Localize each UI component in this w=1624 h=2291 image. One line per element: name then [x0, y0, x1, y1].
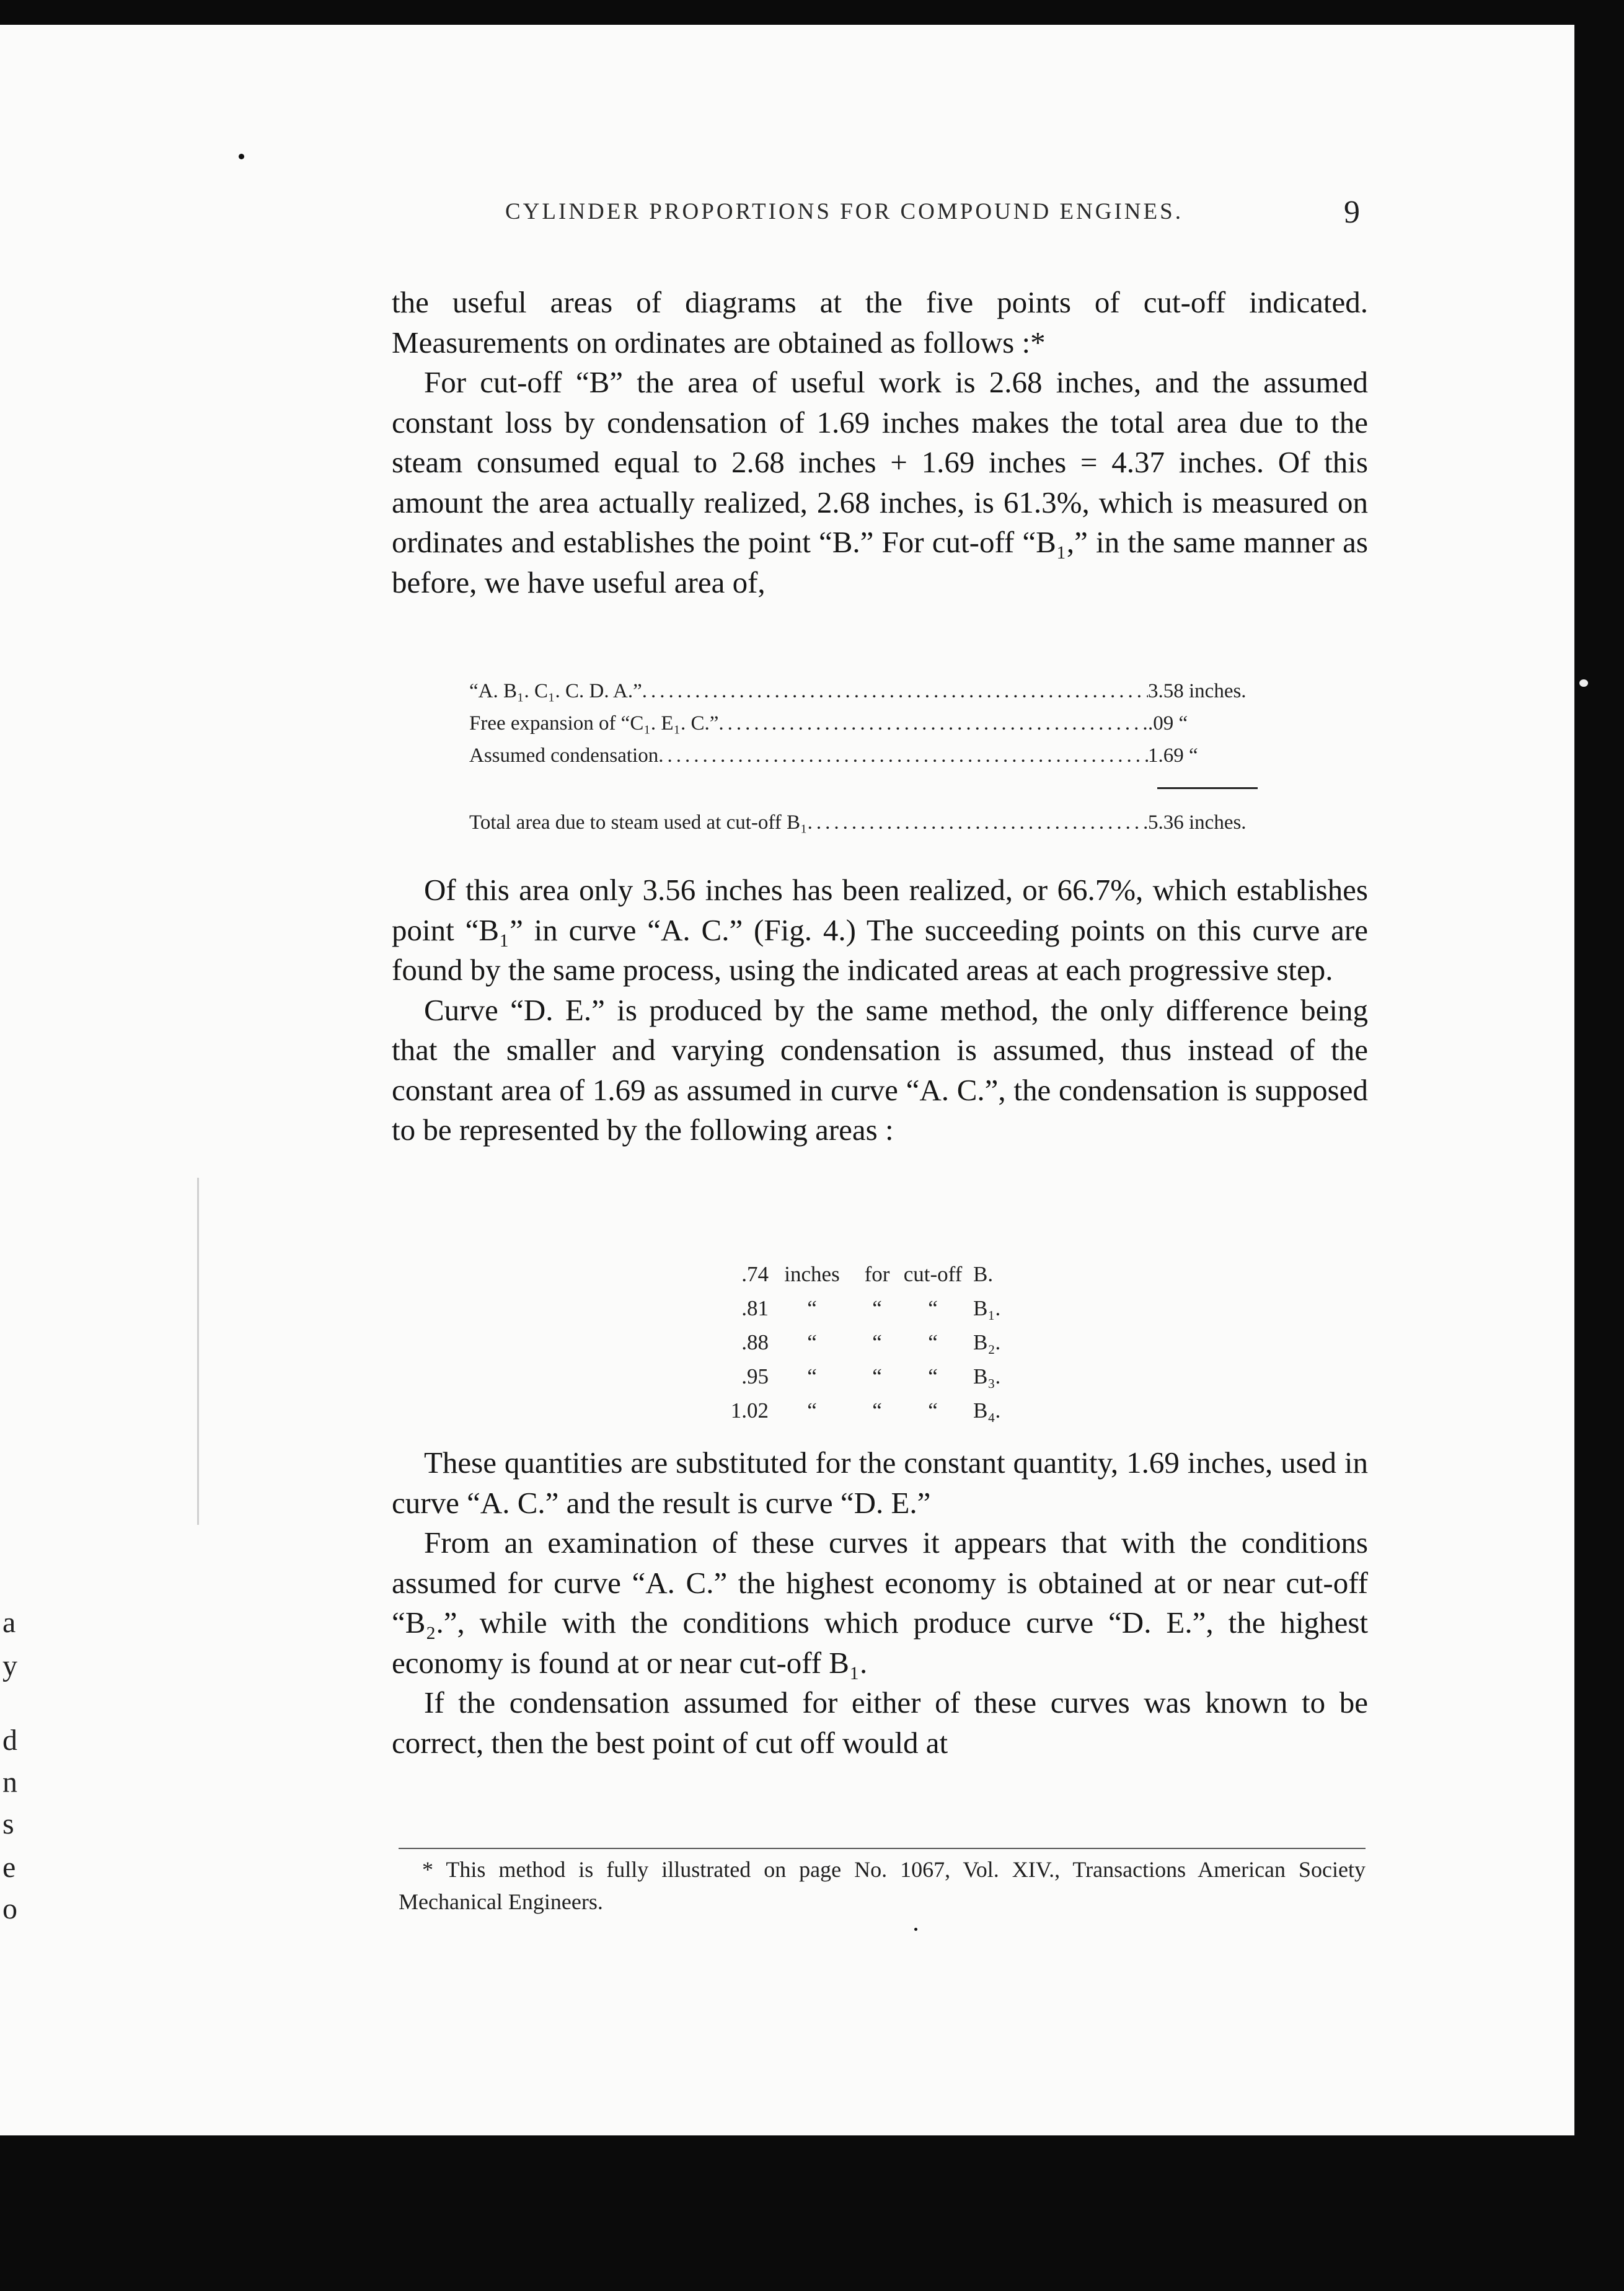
paragraph: Of this area only 3.56 inches has been realized, or 66.7%, which establishes point “B₁” in curve “A. C.” (Fig. 4.) The succeeding points on this curve are found by the same process, using the indicated areas at each progressive step. [392, 873, 1368, 987]
margin-fragment: s [2, 1808, 14, 1840]
ledger-total [469, 806, 1287, 839]
table-cell: “ [872, 1296, 882, 1320]
ledger-total-label: Total area due to steam used at cut-off B₁ [469, 811, 808, 834]
footnote-rule [399, 1848, 1366, 1849]
margin-fragment: n [2, 1766, 17, 1799]
table-cell: “ [928, 1398, 938, 1423]
table-cell: B₁. [973, 1296, 1001, 1320]
table-row [704, 1257, 1041, 1291]
table-cell: “ [872, 1330, 882, 1354]
leader-dots [808, 806, 1148, 839]
table-cell: .81 [741, 1296, 769, 1320]
ledger-row [469, 675, 1287, 707]
table-cell: B₃. [973, 1364, 1001, 1388]
table-cell: “ [928, 1364, 938, 1388]
margin-fragment: o [2, 1892, 17, 1925]
ledger-row [469, 739, 1287, 772]
scan-margin-line [197, 1178, 199, 1525]
paragraph: For cut-off “B” the area of useful work is 2.68 inches, and the assumed constant loss by condensation of 1.69 inches makes the total area due to the steam consumed equal to 2.68 inches + 1.69 inches = 4.37 inches. Of this amount the area actually realized, 2.68 inches, is 61.3%, which is measured on ordinates and establishes the point “B.” For cut-off “B₁,” in the same manner as before, we have useful area of, [392, 365, 1368, 599]
table-cell: “ [807, 1296, 817, 1320]
text-block-top [392, 283, 1368, 603]
table-row [704, 1393, 1041, 1428]
table-cell: .95 [741, 1364, 769, 1388]
paragraph: From an examination of these curves it appears that with the conditions assumed for curve “A. C.” the highest economy is obtained at or near cut-off “B₂.”, while with the conditions which produce curve “D. E.”, the highest economy is found at or near cut-off B₁. [392, 1525, 1368, 1680]
table-cell: .74 [741, 1262, 769, 1286]
ledger-total-value: 5.36 inches. [1148, 811, 1247, 834]
condensation-table [704, 1257, 1041, 1428]
scan-speck [239, 154, 244, 159]
table-cell: “ [872, 1398, 882, 1423]
footnote-text: * This method is fully illustrated on page No. 1067, Vol. XIV., Transactions American Society Mechanical Engineers. [399, 1857, 1366, 1914]
paragraph: These quantities are substituted for the constant quantity, 1.69 inches, used in curve “A. C.” and the result is curve “D. E.” [392, 1446, 1368, 1520]
table-cell: inches [784, 1262, 840, 1286]
ledger-label: Free expansion of “C₁. E₁. C.” [469, 712, 719, 735]
ledger-value: .09 “ [1148, 712, 1188, 735]
margin-fragment: a [2, 1606, 16, 1639]
table-row [704, 1325, 1041, 1359]
text-block-middle [392, 870, 1368, 1150]
table-cell: .88 [741, 1330, 769, 1354]
table-cell: “ [807, 1398, 817, 1423]
table-cell: “ [807, 1364, 817, 1388]
leader-dots [642, 675, 1148, 707]
table-row [704, 1359, 1041, 1393]
page-number: 9 [1344, 195, 1360, 230]
table-cell: “ [807, 1330, 817, 1354]
ledger-label: “A. B₁. C₁. C. D. A.” [469, 680, 642, 702]
table-cell: cut-off [903, 1262, 963, 1286]
scan-speck [1579, 679, 1588, 687]
scan-speck [914, 1928, 917, 1931]
table-cell: “ [928, 1296, 938, 1320]
text-block-bottom [392, 1443, 1368, 1763]
ledger-row [469, 707, 1287, 739]
table-cell: B. [973, 1262, 994, 1286]
paragraph: Curve “D. E.” is produced by the same method, the only difference being that the smaller and varying condensation is assumed, thus instead of the constant area of 1.69 as assumed in curve “A. C.”, the condensation is supposed to be represented by the following areas : [392, 992, 1368, 1147]
table-row [704, 1291, 1041, 1325]
leader-dots [658, 739, 1148, 772]
margin-fragment: d [2, 1724, 17, 1757]
ledger-label: Assumed condensation [469, 744, 659, 767]
table-cell: B₂. [973, 1330, 1001, 1354]
footnote [399, 1853, 1366, 1918]
leader-dots [718, 707, 1148, 739]
running-header: CYLINDER PROPORTIONS FOR COMPOUND ENGINES. [505, 199, 1183, 224]
area-ledger [469, 675, 1287, 772]
sum-rule [1157, 787, 1258, 789]
table-cell: B₄. [973, 1398, 1001, 1423]
paragraph: the useful areas of diagrams at the five points of cut-off indicated. Measurements on ordinates are obtained as follows :* [392, 285, 1368, 360]
margin-fragment: y [2, 1649, 17, 1682]
ledger-value: 1.69 “ [1148, 744, 1198, 767]
table-cell: for [864, 1262, 890, 1286]
margin-fragment: e [2, 1851, 16, 1884]
ledger-value: 3.58 inches. [1148, 680, 1247, 702]
paragraph: If the condensation assumed for either of these curves was known to be correct, then the best point of cut off would at [392, 1685, 1368, 1760]
table-cell: “ [872, 1364, 882, 1388]
table-cell: 1.02 [730, 1398, 769, 1423]
table-cell: “ [928, 1330, 938, 1354]
ledger-total-row [469, 806, 1287, 839]
